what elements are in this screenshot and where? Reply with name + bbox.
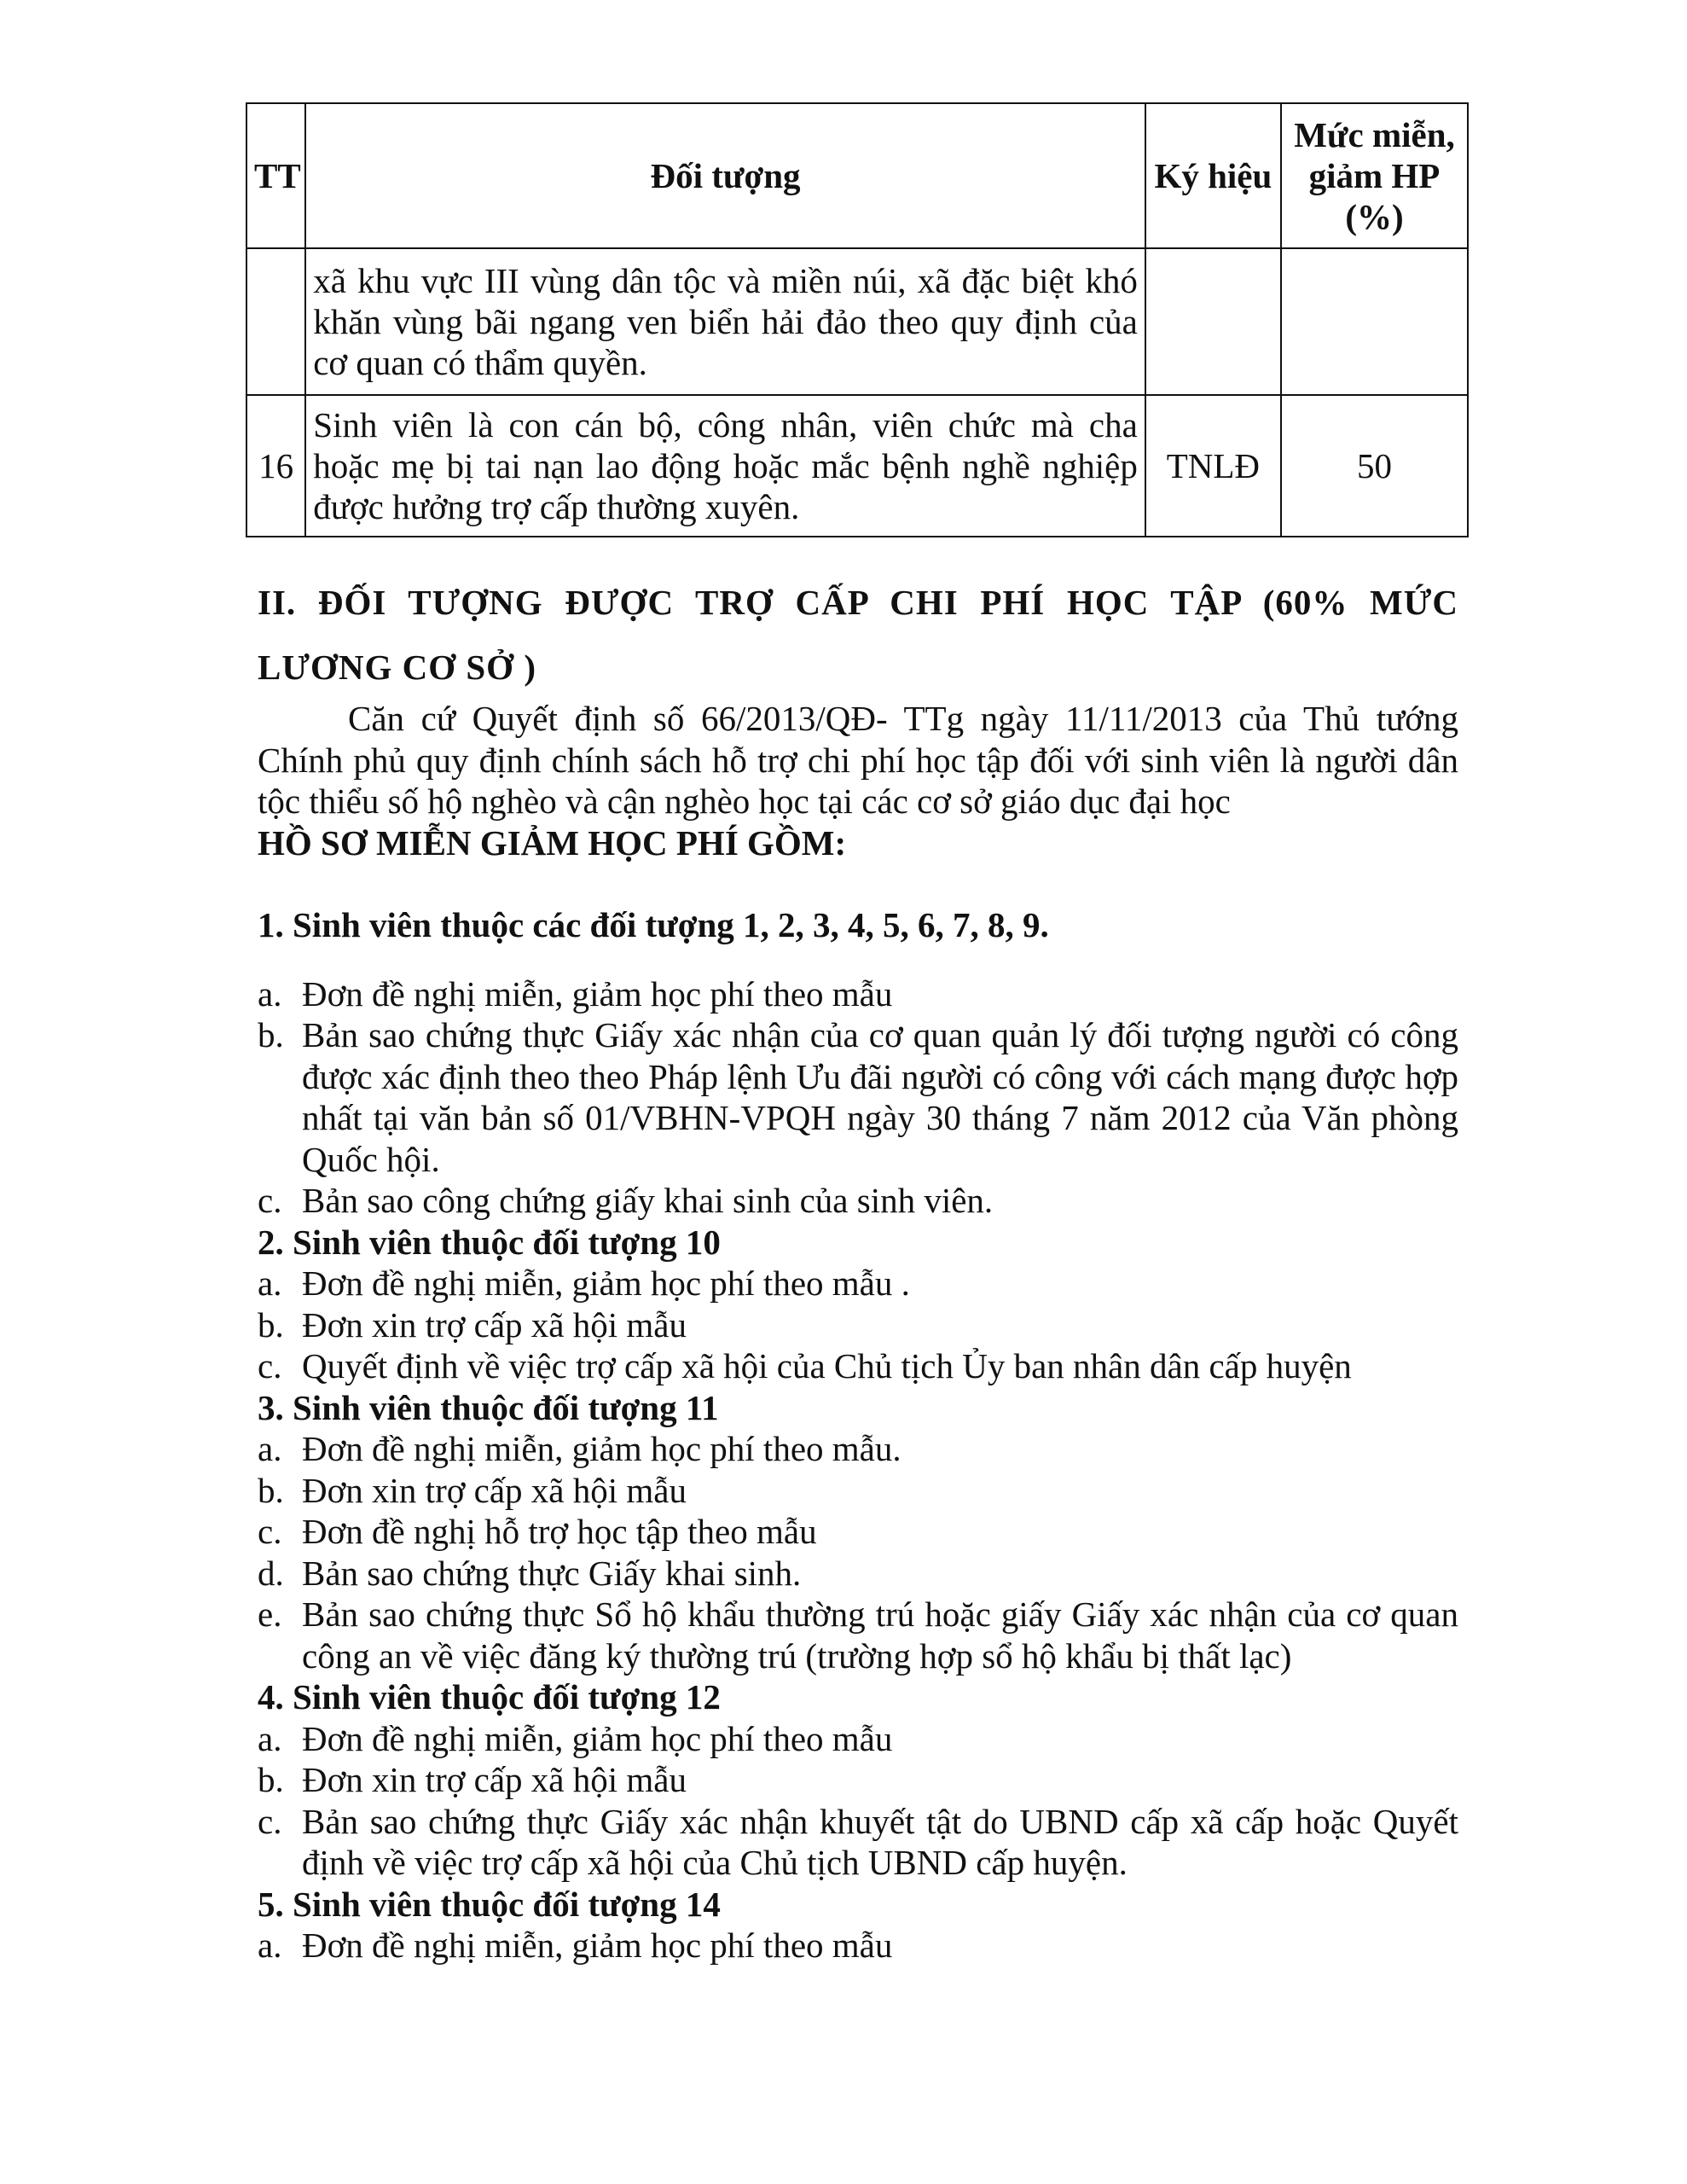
item-label: a. <box>258 1718 282 1758</box>
list-item <box>258 1428 1458 1470</box>
item-label: b. <box>258 1470 284 1510</box>
item-label: c. <box>258 1346 282 1385</box>
cell-doi-tuong: Sinh viên là con cán bộ, công nhân, viên chức mà cha hoặc mẹ bị tai nạn lao động hoặc mắc bệnh nghề nghiệp được hưởng trợ cấp thường xuyên. <box>305 395 1145 537</box>
section-2-body <box>258 698 1458 1966</box>
item-label: b. <box>258 1015 284 1054</box>
list-item <box>258 1180 1458 1222</box>
table-row <box>246 248 1468 395</box>
list-item <box>258 1014 1458 1180</box>
table-header-row <box>246 103 1468 248</box>
item-label: c. <box>258 1512 282 1551</box>
list-item <box>258 1594 1458 1676</box>
group-title: 2. Sinh viên thuộc đối tượng 10 <box>258 1222 721 1262</box>
item-text: Đơn xin trợ cấp xã hội mẫu <box>302 1470 687 1510</box>
table-row <box>246 395 1468 537</box>
legal-basis-paragraph: Căn cứ Quyết định số 66/2013/QĐ- TTg ngày 11/11/2013 của Thủ tướng Chính phủ quy định chính sách hỗ trợ chi phí học tập đối với sinh viên là người dân tộc thiểu số hộ nghèo và cận nghèo học tại các cơ sở giáo dục đại học <box>258 699 1458 821</box>
group-1 <box>258 904 1458 1222</box>
item-label: a. <box>258 1926 282 1965</box>
list-item <box>258 1553 1458 1594</box>
group-5 <box>258 1884 1458 1966</box>
list-item <box>258 1304 1458 1346</box>
group-title: 1. Sinh viên thuộc các đối tượng 1, 2, 3, 4, 5, 6, 7, 8, 9. <box>258 905 1049 944</box>
item-text: Bản sao chứng thực Giấy khai sinh. <box>302 1553 802 1593</box>
group-title: 5. Sinh viên thuộc đối tượng 14 <box>258 1884 721 1924</box>
item-text: Quyết định về việc trợ cấp xã hội của Chủ tịch Ủy ban nhân dân cấp huyện <box>302 1346 1352 1385</box>
list-item <box>258 1263 1458 1304</box>
list-item <box>258 973 1458 1015</box>
list-item <box>258 1801 1458 1884</box>
item-label: b. <box>258 1760 284 1799</box>
exemption-table <box>246 102 1469 537</box>
item-label: e. <box>258 1594 282 1634</box>
group-4 <box>258 1676 1458 1884</box>
item-label: c. <box>258 1181 282 1220</box>
group-2 <box>258 1222 1458 1387</box>
cell-doi-tuong: xã khu vực III vùng dân tộc và miền núi, xã đặc biệt khó khăn vùng bãi ngang ven biển hải đảo theo quy định của cơ quan có thẩm quyền. <box>305 248 1145 395</box>
header-muc-mien: Mức miễn, giảm HP (%) <box>1281 103 1468 248</box>
cell-ky-hieu: TNLĐ <box>1145 395 1281 537</box>
item-label: a. <box>258 973 282 1014</box>
item-label: a. <box>258 1429 282 1468</box>
cell-muc-mien: 50 <box>1281 395 1468 537</box>
header-ky-hieu: Ký hiệu <box>1145 103 1281 248</box>
item-label: d. <box>258 1553 284 1593</box>
item-text: Bản sao chứng thực Giấy xác nhận của cơ quan quản lý đối tượng người có công được xác định theo theo Pháp lệnh Ưu đãi người có công với cách mạng được hợp nhất tại văn bản số 01/VBHN-VPQH ngày 30 tháng 7 năm 2012 của Văn phòng Quốc hội. <box>302 1015 1458 1179</box>
item-text: Đơn đề nghị miễn, giảm học phí theo mẫu. <box>302 1429 901 1468</box>
item-label: a. <box>258 1263 282 1303</box>
group-title: 3. Sinh viên thuộc đối tượng 11 <box>258 1387 719 1427</box>
ho-so-title: HỒ SƠ MIỄN GIẢM HỌC PHÍ GỒM: <box>258 822 847 863</box>
item-text: Đơn đề nghị miễn, giảm học phí theo mẫu <box>302 1926 893 1965</box>
cell-tt: 16 <box>246 395 305 537</box>
item-text: Đơn đề nghị miễn, giảm học phí theo mẫu <box>302 973 893 1014</box>
list-item <box>258 1718 1458 1760</box>
item-text: Bản sao chứng thực Giấy xác nhận khuyết tật do UBND cấp xã cấp hoặc Quyết định về việc trợ cấp xã hội của Chủ tịch UBND cấp huyện. <box>302 1801 1458 1882</box>
group-title: 4. Sinh viên thuộc đối tượng 12 <box>258 1677 721 1716</box>
item-text: Đơn đề nghị hỗ trợ học tập theo mẫu <box>302 1512 817 1551</box>
section-2-title: II. ĐỐI TƯỢNG ĐƯỢC TRỢ CẤP CHI PHÍ HỌC TẬP (60% MỨC LƯƠNG CƠ SỞ ) <box>258 583 1458 687</box>
item-label: c. <box>258 1801 282 1841</box>
cell-muc-mien <box>1281 248 1468 395</box>
item-text: Đơn xin trợ cấp xã hội mẫu <box>302 1304 687 1345</box>
item-text: Bản sao chứng thực Sổ hộ khẩu thường trú hoặc giấy Giấy xác nhận của cơ quan công an về việc đăng ký thường trú (trường hợp sổ hộ khẩu bị thất lạc) <box>302 1594 1458 1676</box>
cell-tt <box>246 248 305 395</box>
list-item <box>258 1759 1458 1801</box>
list-item <box>258 1925 1458 1966</box>
item-text: Đơn đề nghị miễn, giảm học phí theo mẫu <box>302 1718 893 1758</box>
item-text: Đơn xin trợ cấp xã hội mẫu <box>302 1760 687 1799</box>
header-tt: TT <box>246 103 305 248</box>
group-3 <box>258 1387 1458 1677</box>
cell-ky-hieu <box>1145 248 1281 395</box>
item-text: Bản sao công chứng giấy khai sinh của sinh viên. <box>302 1181 994 1220</box>
header-doi-tuong: Đối tượng <box>305 103 1145 248</box>
list-item <box>258 1511 1458 1553</box>
list-item <box>258 1345 1458 1387</box>
list-item <box>258 1470 1458 1512</box>
item-text: Đơn đề nghị miễn, giảm học phí theo mẫu . <box>302 1263 910 1303</box>
item-label: b. <box>258 1304 284 1345</box>
